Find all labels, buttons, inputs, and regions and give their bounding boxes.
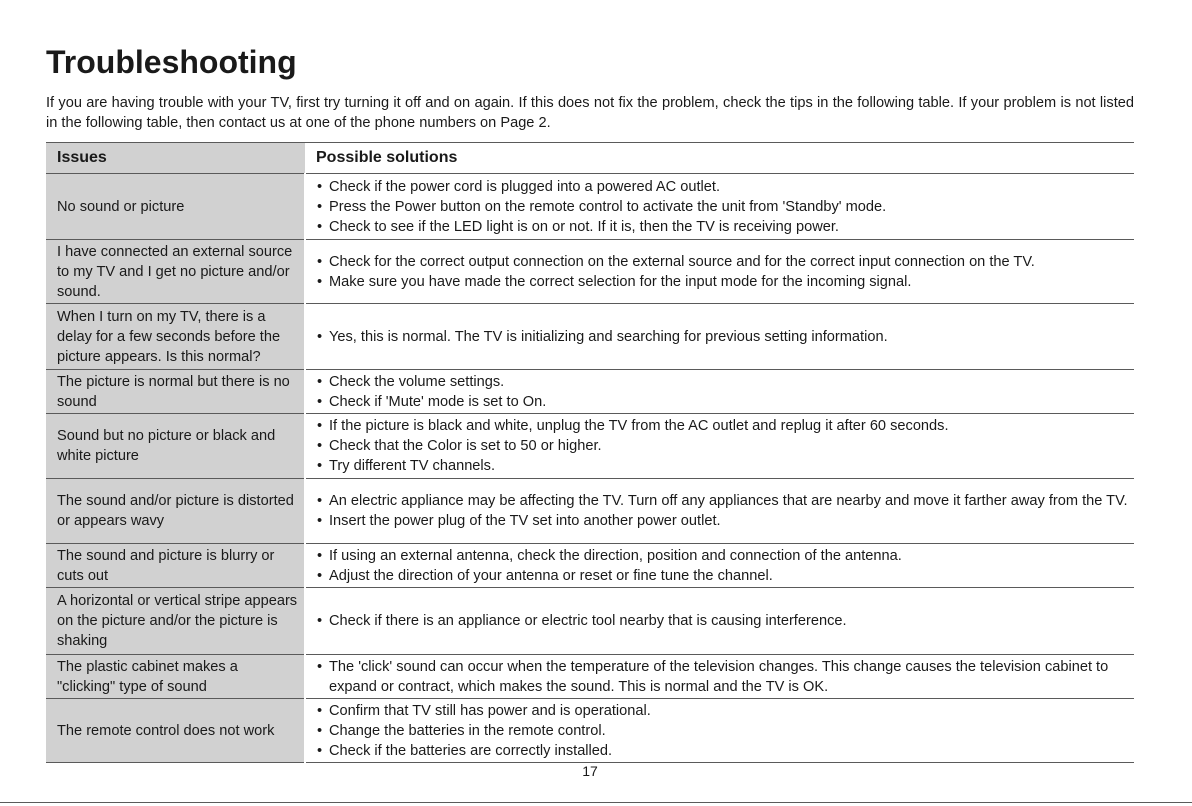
- issue-cell: No sound or picture: [46, 174, 305, 240]
- solutions-list: [317, 327, 1134, 347]
- solution-item: • Check if there is an appliance or electric tool nearby that is causing interference.: [317, 611, 1134, 631]
- table-row: [46, 304, 1134, 370]
- solutions-cell: [305, 370, 1134, 414]
- intro-paragraph: If you are having trouble with your TV, first try turning it off and on again. If this does not fix the problem, check the tips in the following table. If your problem is not listed in the following table, then contact us at one of the phone numbers on Page 2.: [46, 95, 1134, 131]
- issue-cell: The sound and picture is blurry or cuts out: [46, 544, 305, 588]
- solutions-list: [317, 611, 1134, 631]
- issue-cell: The picture is normal but there is no sound: [46, 370, 305, 414]
- troubleshooting-table: [46, 142, 1134, 763]
- issue-cell: The sound and/or picture is distorted or appears wavy: [46, 479, 305, 544]
- issue-cell: A horizontal or vertical stripe appears on the picture and/or the picture is shaking: [46, 588, 305, 655]
- solution-item: • Check if the power cord is plugged into a powered AC outlet.: [317, 177, 1134, 197]
- solutions-column-header: Possible solutions: [305, 143, 1134, 174]
- table-row: [46, 544, 1134, 588]
- table-row: [46, 240, 1134, 304]
- page-number: 17: [582, 763, 598, 779]
- solutions-list: [317, 491, 1134, 531]
- solutions-list: [317, 372, 1134, 412]
- issue-cell: Sound but no picture or black and white picture: [46, 414, 305, 479]
- solutions-list: [317, 657, 1134, 697]
- solutions-cell: [305, 588, 1134, 655]
- solution-item: • Check for the correct output connection on the external source and for the correct input connection on the TV.: [317, 252, 1134, 272]
- solution-item: • If using an external antenna, check the direction, position and connection of the antenna.: [317, 546, 1134, 566]
- table-row: [46, 479, 1134, 544]
- solutions-cell: [305, 479, 1134, 544]
- solutions-cell: [305, 414, 1134, 479]
- table-header-row: [46, 143, 1134, 174]
- table-row: [46, 699, 1134, 763]
- table-row: [46, 414, 1134, 479]
- issues-column-header: Issues: [46, 143, 305, 174]
- table-row: [46, 588, 1134, 655]
- solutions-cell: [305, 699, 1134, 763]
- table-row: [46, 174, 1134, 240]
- solution-item: • Check to see if the LED light is on or not. If it is, then the TV is receiving power.: [317, 217, 1134, 237]
- solutions-list: [317, 177, 1134, 237]
- solution-item: • Change the batteries in the remote control.: [317, 721, 1134, 741]
- table-body: [46, 174, 1134, 763]
- solutions-cell: [305, 304, 1134, 370]
- page-title: Troubleshooting: [46, 44, 297, 80]
- solution-item: • Check that the Color is set to 50 or higher.: [317, 436, 1134, 456]
- issue-cell: I have connected an external source to my TV and I get no picture and/or sound.: [46, 240, 305, 304]
- table-row: [46, 370, 1134, 414]
- solutions-cell: [305, 544, 1134, 588]
- solution-item: • Check if 'Mute' mode is set to On.: [317, 392, 1134, 412]
- bottom-divider: [0, 802, 1192, 803]
- solution-item: • If the picture is black and white, unplug the TV from the AC outlet and replug it after 60 seconds.: [317, 416, 1134, 436]
- solutions-list: [317, 546, 1134, 586]
- issue-cell: The remote control does not work: [46, 699, 305, 763]
- solutions-cell: [305, 655, 1134, 699]
- solution-item: • Make sure you have made the correct selection for the input mode for the incoming signal.: [317, 272, 1134, 292]
- issue-cell: The plastic cabinet makes a "clicking" type of sound: [46, 655, 305, 699]
- solution-item: • Press the Power button on the remote control to activate the unit from 'Standby' mode.: [317, 197, 1134, 217]
- solutions-cell: [305, 240, 1134, 304]
- solution-item: • Check if the batteries are correctly installed.: [317, 741, 1134, 761]
- solutions-list: [317, 701, 1134, 761]
- solution-item: • Yes, this is normal. The TV is initializing and searching for previous setting information.: [317, 327, 1134, 347]
- table-row: [46, 655, 1134, 699]
- solution-item: • Try different TV channels.: [317, 456, 1134, 476]
- solution-item: • The 'click' sound can occur when the temperature of the television changes. This change causes the television cabinet to expand or contract, which makes the sound. This is normal and the TV is OK.: [317, 657, 1134, 697]
- solution-item: • An electric appliance may be affecting the TV. Turn off any appliances that are nearby and move it farther away from the TV.: [317, 491, 1134, 511]
- solutions-cell: [305, 174, 1134, 240]
- solution-item: • Adjust the direction of your antenna or reset or fine tune the channel.: [317, 566, 1134, 586]
- solutions-list: [317, 252, 1134, 292]
- solution-item: • Insert the power plug of the TV set into another power outlet.: [317, 511, 1134, 531]
- solution-item: • Confirm that TV still has power and is operational.: [317, 701, 1134, 721]
- issue-cell: When I turn on my TV, there is a delay for a few seconds before the picture appears. Is this normal?: [46, 304, 305, 370]
- solutions-list: [317, 416, 1134, 476]
- solution-item: • Check the volume settings.: [317, 372, 1134, 392]
